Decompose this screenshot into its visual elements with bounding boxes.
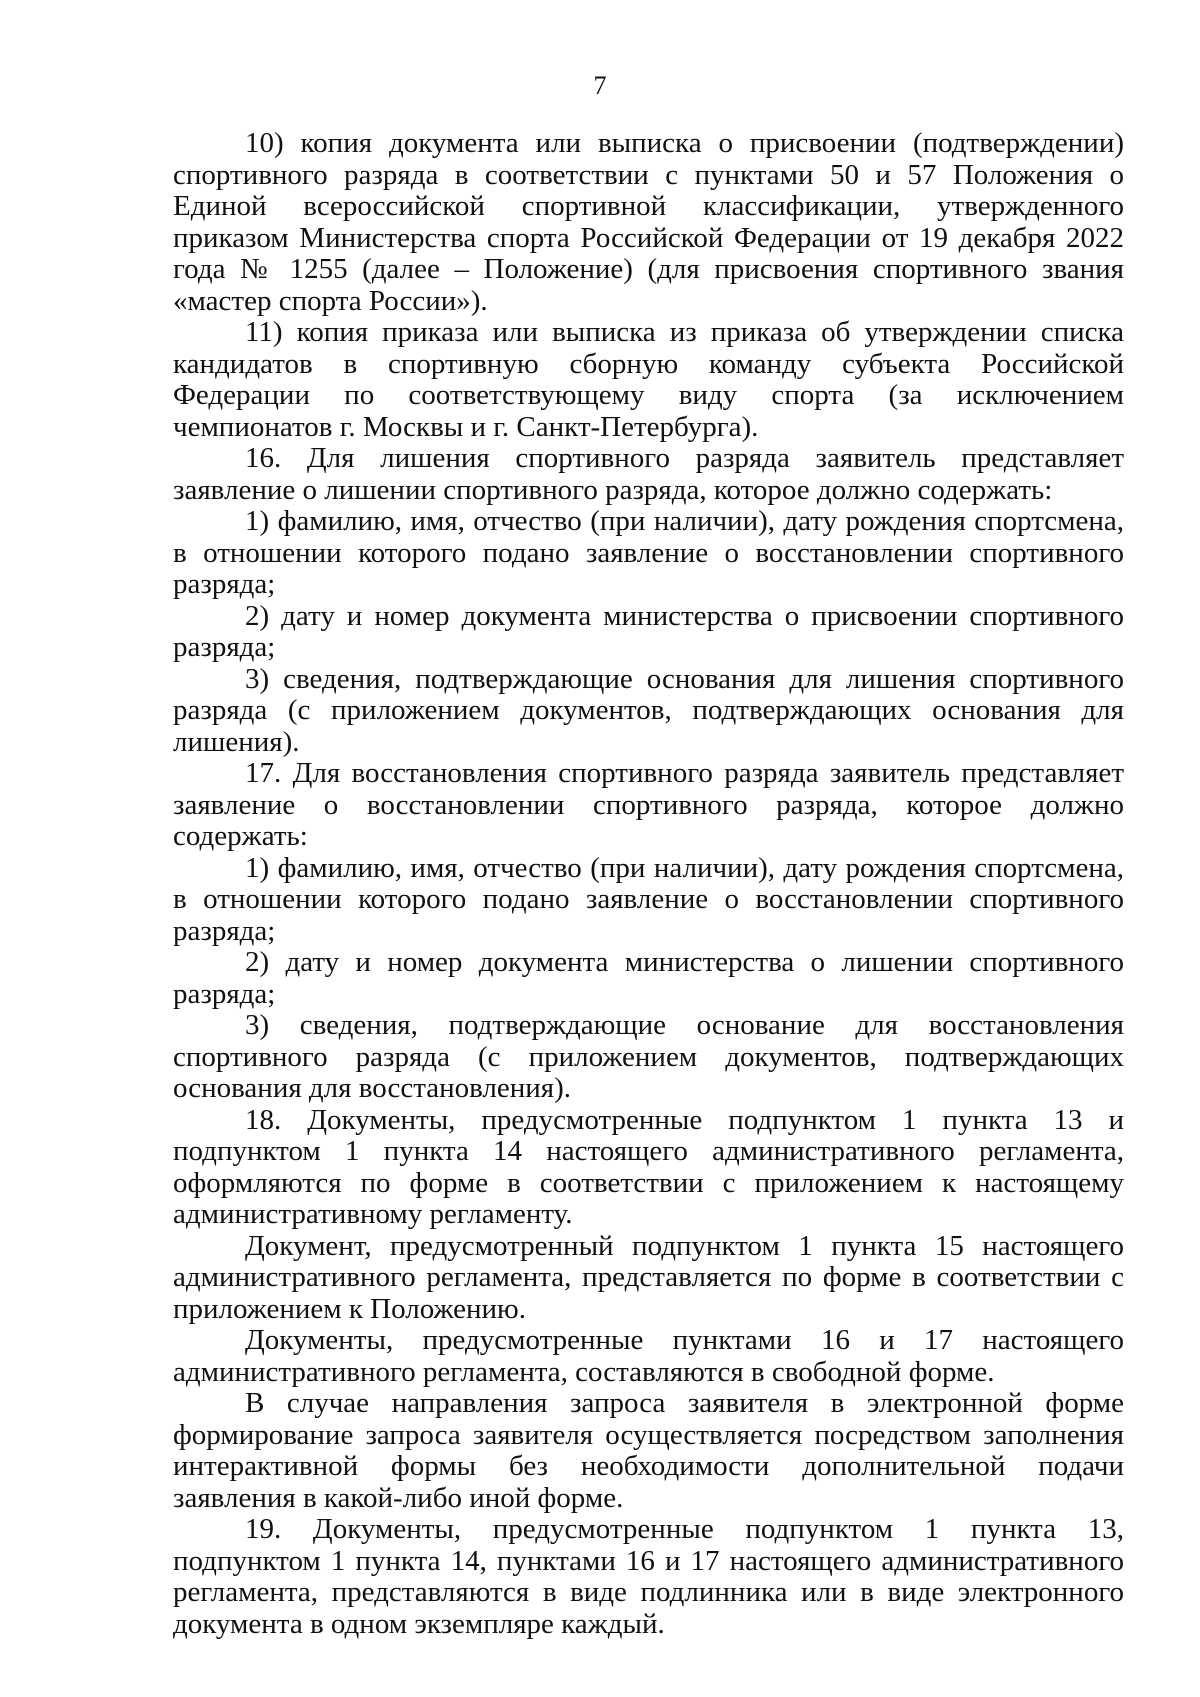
paragraph-clause-17-item-2: 2) дату и номер документа министерства о лишении спортивного разряда; [173,946,1124,1010]
paragraph-clause-19: 19. Документы, предусмотренные подпунктом 1 пункта 13, подпунктом 1 пункта 14, пунктами 16 и 17 настоящего административного регламента, представляются в виде подлинника или в виде электронного документа в одном экземпляре каждый. [173,1513,1124,1640]
paragraph-clause-17: 17. Для восстановления спортивного разряда заявитель представляет заявление о восстановлении спортивного разряда, которое должно содержать: [173,757,1124,852]
paragraph-clause-16-item-3: 3) сведения, подтверждающие основания для лишения спортивного разряда (с приложением документов, подтверждающих основания для лишения). [173,662,1124,758]
paragraph-clause-17-item-1: 1) фамилию, имя, отчество (при наличии), дату рождения спортсмена, в отношении которого подано заявление о восстановлении спортивного разряда; [173,851,1124,947]
paragraph-clause-18-document: Документ, предусмотренный подпунктом 1 пункта 15 настоящего административного регламента, представляется по форме в соответствии с приложением к Положению. [173,1229,1124,1325]
paragraph-clause-18-documents: Документы, предусмотренные пунктами 16 и 17 настоящего административного регламента, составляются в свободной форме. [173,1324,1124,1388]
paragraph-clause-16: 16. Для лишения спортивного разряда заявитель представляет заявление о лишении спортивного разряда, которое должно содержать: [173,442,1124,506]
paragraph-item-10: 10) копия документа или выписка о присвоении (подтверждении) спортивного разряда в соответствии с пунктами 50 и 57 Положения о Единой всероссийской спортивной классификации, утвержденного приказом Министерства спорта Российской Федерации от 19 декабря 2022 года № 1255 (далее – Положение) (для присвоения спортивного звания «мастер спорта России»). [173,127,1124,317]
paragraph-clause-16-item-1: 1) фамилию, имя, отчество (при наличии), дату рождения спортсмена, в отношении которого подано заявление о восстановлении спортивного разряда; [173,505,1124,600]
paragraph-clause-18-electronic: В случае направления запроса заявителя в электронной форме формирование запроса заявителя осуществляется посредством заполнения интерактивной формы без необходимости дополнительной подачи заявления в какой-либо иной форме. [173,1387,1124,1514]
page-number: 7 [593,71,607,100]
paragraph-item-11: 11) копия приказа или выписка из приказа об утверждении списка кандидатов в спортивную сборную команду субъекта Российской Федерации по соответствующему виду спорта (за исключением чемпионатов г. Москвы и г. Санкт-Петербурга). [173,316,1124,443]
paragraph-clause-18: 18. Документы, предусмотренные подпунктом 1 пункта 13 и подпунктом 1 пункта 14 настоящего административного регламента, оформляются по форме в соответствии с приложением к настоящему административному регламенту. [173,1103,1124,1230]
document-body [173,128,1124,1640]
paragraph-clause-17-item-3: 3) сведения, подтверждающие основание для восстановления спортивного разряда (с приложением документов, подтверждающих основания для восстановления). [173,1009,1124,1104]
paragraph-clause-16-item-2: 2) дату и номер документа министерства о присвоении спортивного разряда; [173,599,1124,663]
